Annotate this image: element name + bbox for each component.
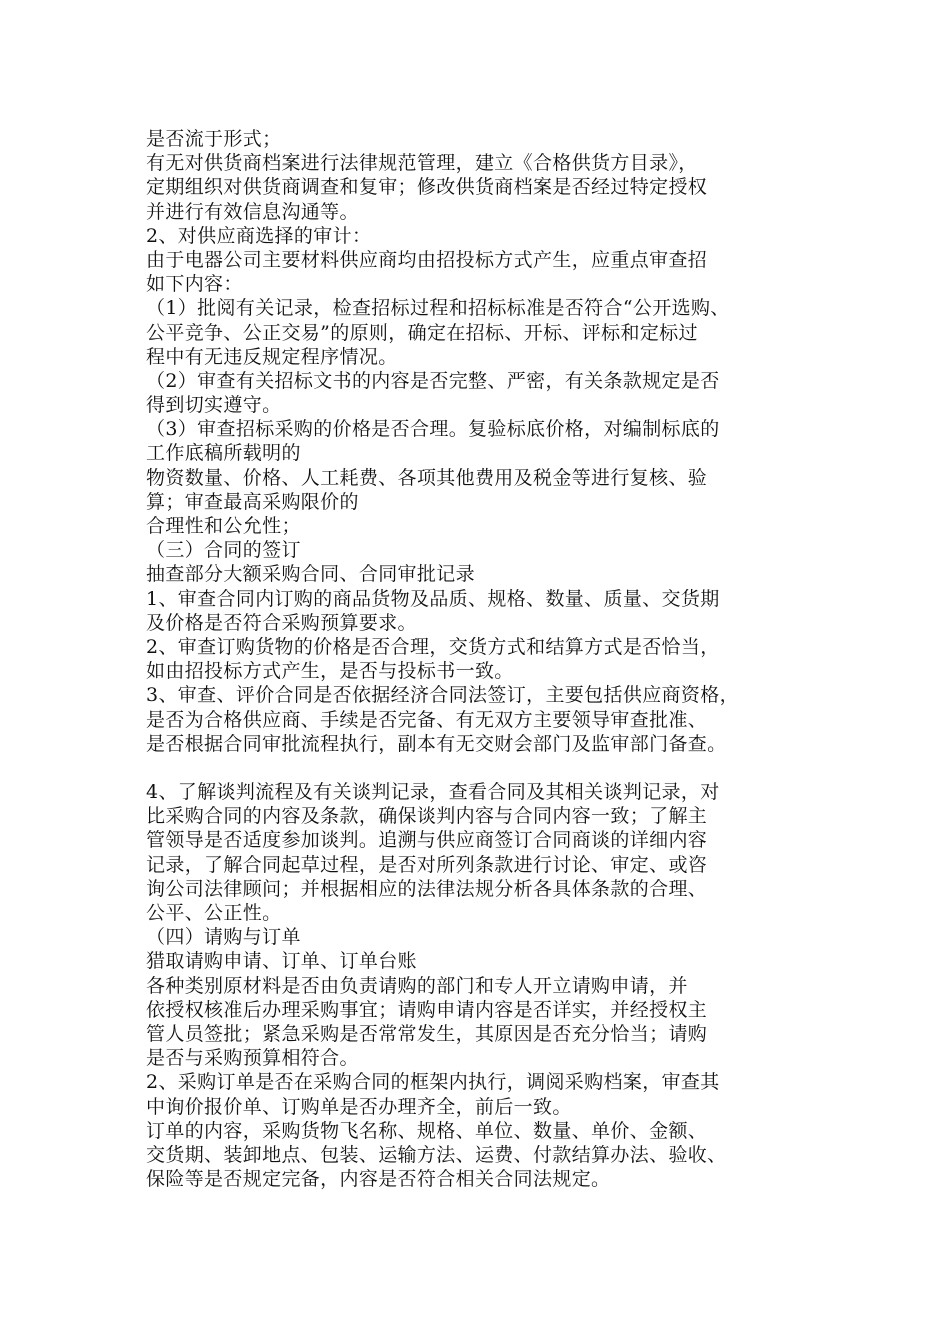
text-line: 是否流于形式； <box>146 128 282 150</box>
text-line: 1、审查合同内订购的商品货物及品质、规格、数量、质量、交货期 <box>146 587 720 610</box>
text-line: （3）审查招标采购的价格是否合理。复验标底价格，对编制标底的 <box>146 418 720 441</box>
text-line: （三）合同的签订 <box>146 539 301 562</box>
text-line: 各种类别原材料是否由负责请购的部门和专人开立请购申请，并 <box>146 974 688 997</box>
text-line: 及价格是否符合采购预算要求。 <box>146 611 417 634</box>
text-line: 管领导是否适度参加谈判。追溯与供应商签订合同商谈的详细内容 <box>146 829 708 852</box>
text-line: 订单的内容，采购货物飞名称、规格、单位、数量、单价、金额、 <box>146 1119 708 1142</box>
text-line: 抽查部分大额采购合同、合同审批记录 <box>146 563 475 586</box>
text-line: 交货期、装卸地点、包装、运输方法、运费、付款结算办法、验收、 <box>146 1143 727 1166</box>
text-line: 2、采购订单是否在采购合同的框架内执行，调阅采购档案，审查其 <box>146 1071 720 1094</box>
text-line: 公平竞争、公正交易”的原则，确定在招标、开标、评标和定标过 <box>146 321 698 344</box>
text-line: 猎取请购申请、订单、订单台账 <box>146 950 417 973</box>
text-line: 4、了解谈判流程及有关谈判记录，查看合同及其相关谈判记录，对 <box>146 781 720 804</box>
text-line: 工作底稿所载明的 <box>146 442 301 465</box>
text-line: 3、审查、评价合同是否依据经济合同法签订，主要包括供应商资格， <box>146 684 739 707</box>
text-line: 是否根据合同审批流程执行，副本有无交财会部门及监审部门备查。 <box>146 732 727 755</box>
text-line: 由于电器公司主要材料供应商均由招投标方式产生，应重点审查招 <box>146 248 708 271</box>
text-line: 依授权核准后办理采购事宜；请购申请内容是否详实，并经授权主 <box>146 998 708 1021</box>
text-line: 比采购合同的内容及条款，确保谈判内容与合同内容一致；了解主 <box>146 805 708 828</box>
document-body <box>146 127 826 1191</box>
text-line: 2、审查订购货物的价格是否合理，交货方式和结算方式是否恰当， <box>146 635 720 658</box>
text-line: 物资数量、价格、人工耗费、各项其他费用及税金等进行复核、验 <box>146 466 708 489</box>
text-line: （四）请购与订单 <box>146 926 301 949</box>
text-line: （1）批阅有关记录，检查招标过程和招标标准是否符合“公开选购、 <box>146 297 730 320</box>
text-line: 2、对供应商选择的审计： <box>146 224 372 247</box>
text-line: 并进行有效信息沟通等。 <box>146 200 359 223</box>
blank-line <box>146 756 826 780</box>
text-line: 管人员签批；紧急采购是否常常发生，其原因是否充分恰当；请购 <box>146 1022 708 1045</box>
text-line: 如由招投标方式产生，是否与投标书一致。 <box>146 660 514 683</box>
text-line: 记录，了解合同起草过程，是否对所列条款进行讨论、审定、或咨 <box>146 853 708 876</box>
text-line: 公平、公正性。 <box>146 902 282 924</box>
text-line: 有无对供货商档案进行法律规范管理，建立《合格供货方目录》， <box>146 152 698 175</box>
text-line: 保险等是否规定完备，内容是否符合相关合同法规定。 <box>146 1168 611 1191</box>
text-line: 合理性和公允性； <box>146 515 301 537</box>
text-line: 中询价报价单、订购单是否办理齐全，前后一致。 <box>146 1095 572 1118</box>
text-line: 得到切实遵守。 <box>146 394 282 417</box>
text-line: 定期组织对供货商调查和复审；修改供货商档案是否经过特定授权 <box>146 176 708 199</box>
text-line: 是否与采购预算相符合。 <box>146 1047 359 1070</box>
text-line: 程中有无违反规定程序情况。 <box>146 345 398 368</box>
text-line: （2）审查有关招标文书的内容是否完整、严密，有关条款规定是否 <box>146 369 720 392</box>
text-line: 算；审查最高采购限价的 <box>146 490 359 513</box>
text-line: 如下内容： <box>146 273 243 296</box>
text-line: 询公司法律顾问；并根据相应的法律法规分析各具体条款的合理、 <box>146 877 708 900</box>
text-line: 是否为合格供应商、手续是否完备、有无双方主要领导审查批准、 <box>146 708 708 731</box>
